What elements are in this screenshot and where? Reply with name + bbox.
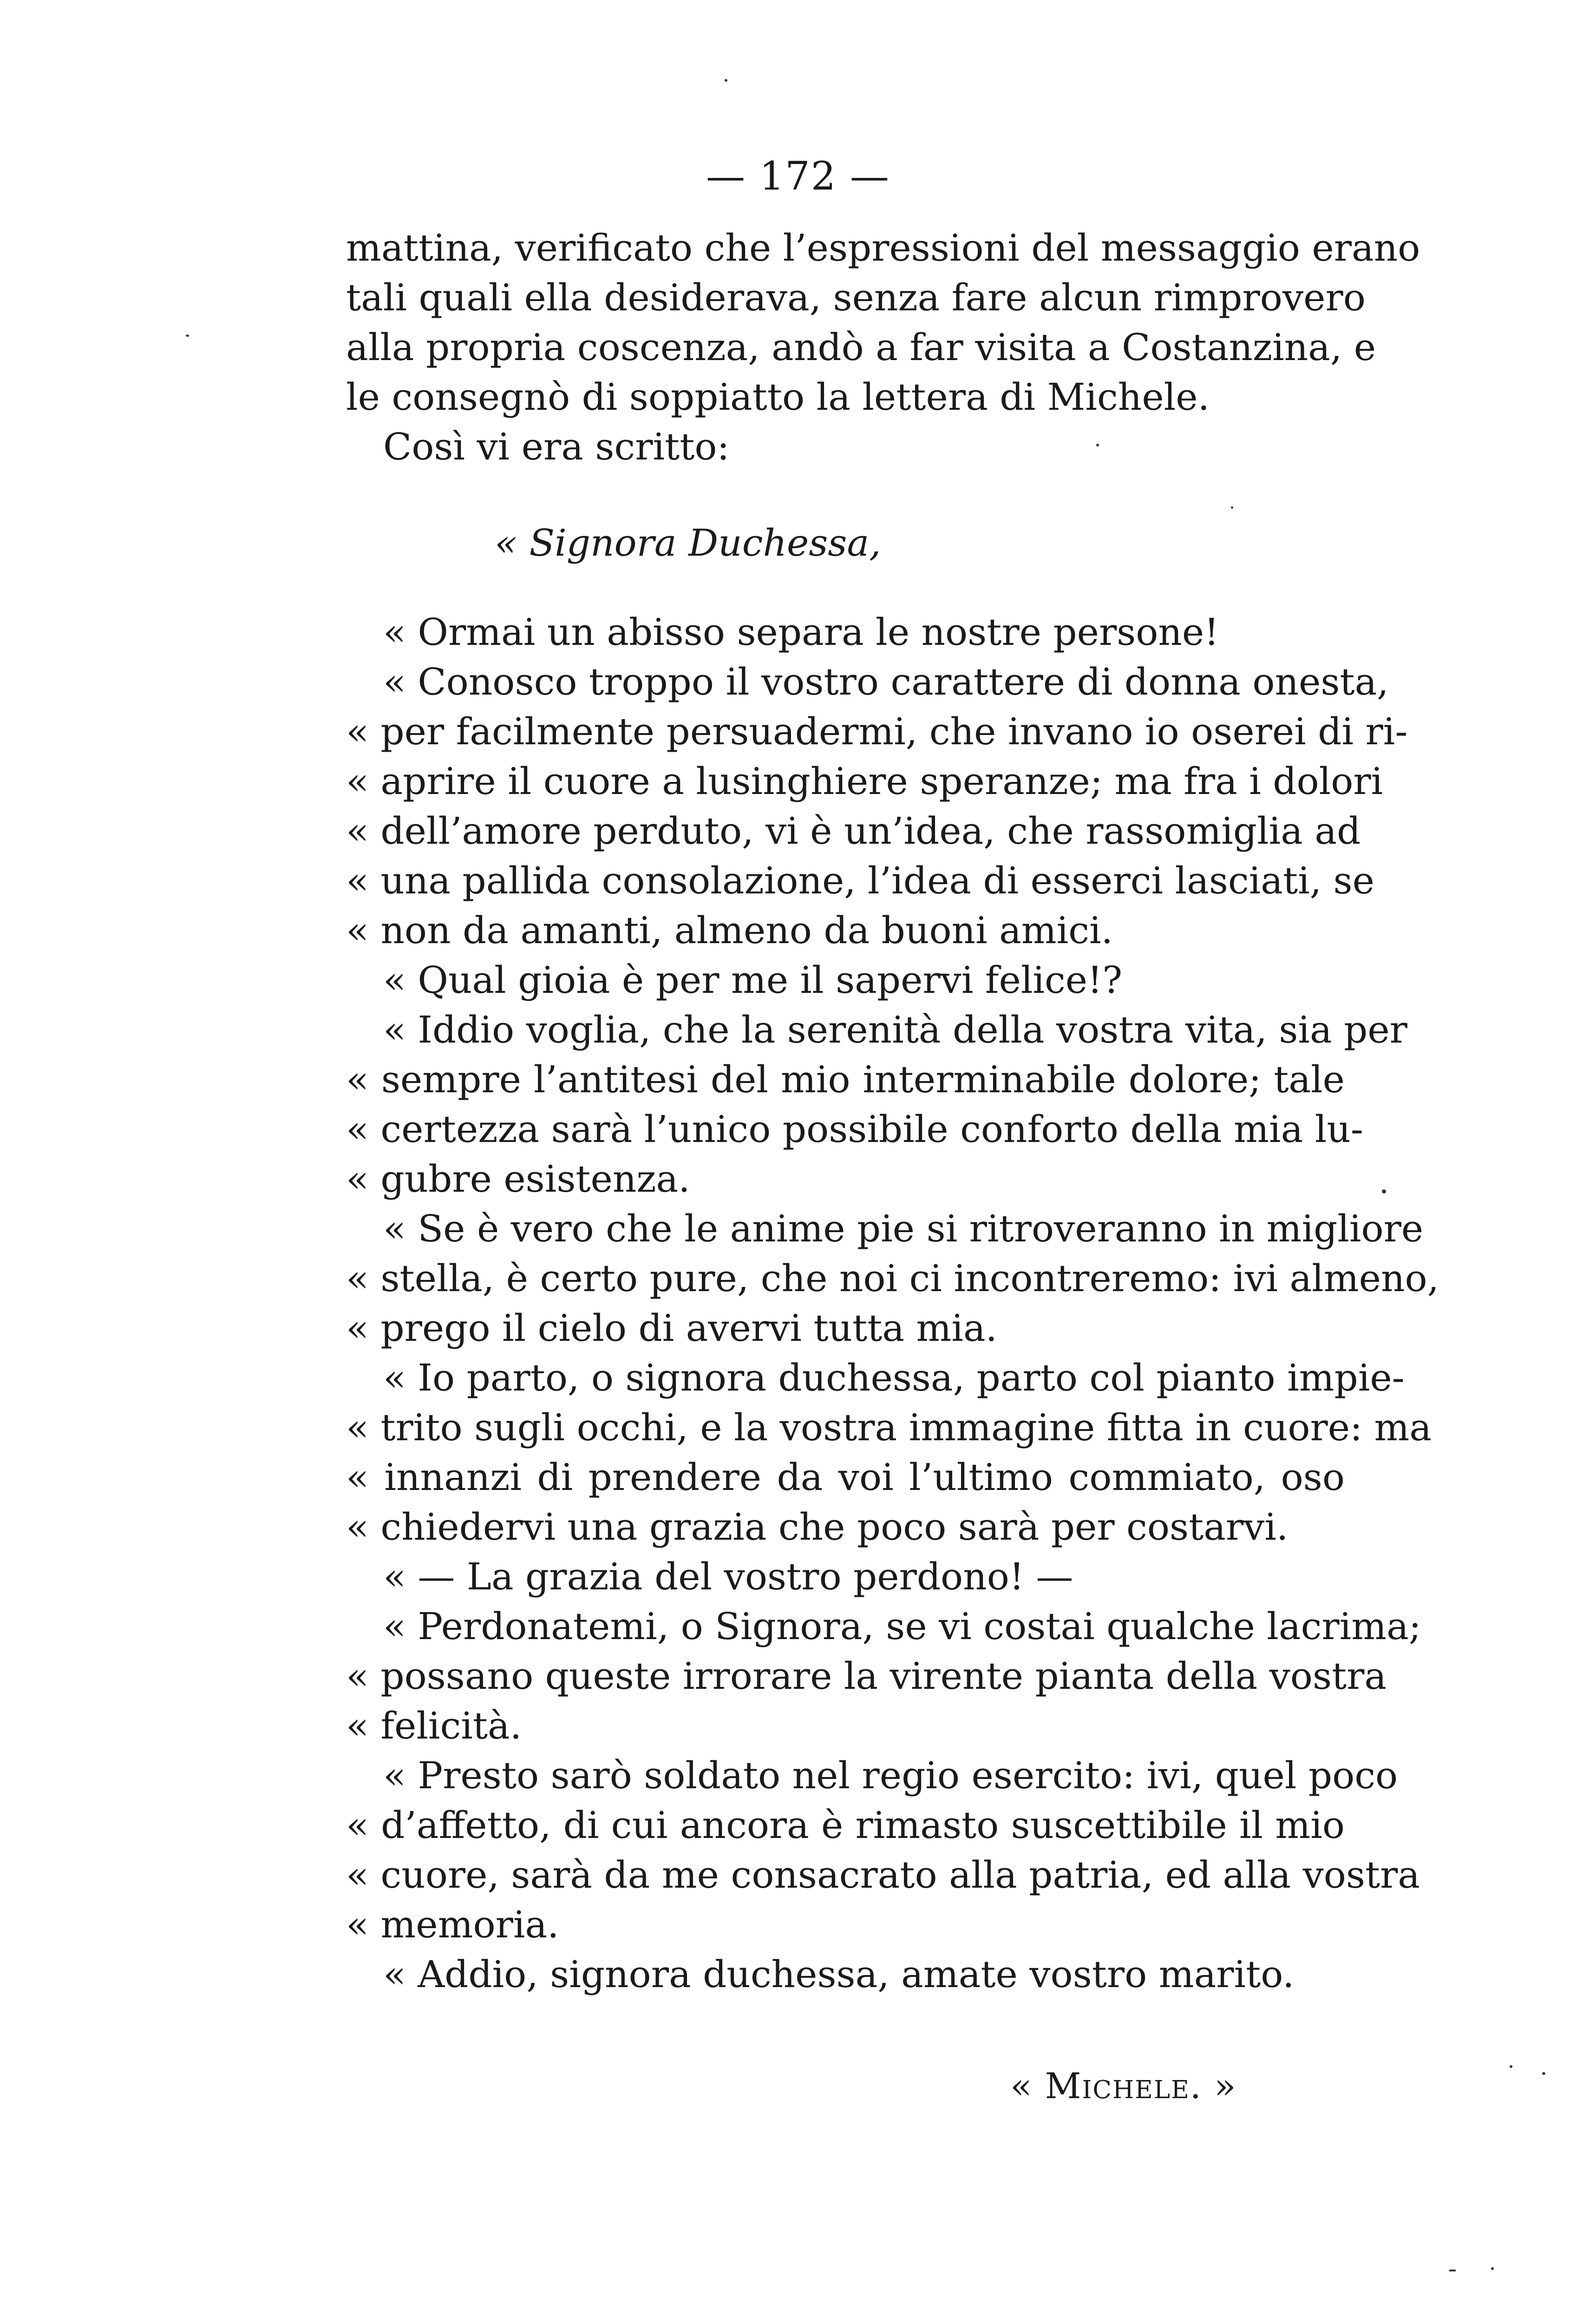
intro-paragraph bbox=[346, 223, 1420, 472]
scan-speck bbox=[1382, 1189, 1386, 1194]
intro-line: le consegnò di soppiatto la lettera di Michele. bbox=[346, 375, 1210, 419]
letter-signature: « Michele. » bbox=[1010, 2065, 1237, 2106]
letter-line: « cuore, sarà da me consacrato alla patria, ed alla vostra bbox=[346, 1853, 1420, 1896]
letter-line: « per facilmente persuadermi, che invano io oserei di ri- bbox=[346, 710, 1408, 753]
letter-line: « non da amanti, almeno da buoni amici. bbox=[346, 909, 1113, 952]
letter-salutation: « Signora Duchessa, bbox=[495, 521, 881, 564]
letter-line: « Io parto, o signora duchessa, parto col pianto impie- bbox=[383, 1356, 1405, 1399]
letter-line: « memoria. bbox=[346, 1903, 559, 1946]
letter-line: « innanzi di prendere da voi l’ultimo commiato, oso bbox=[346, 1456, 1345, 1499]
letter-line: « possano queste irrorare la virente pianta della vostra bbox=[346, 1654, 1387, 1698]
scan-speck bbox=[1449, 2270, 1456, 2271]
letter-line: « Perdonatemi, o Signora, se vi costai qualche lacrima; bbox=[383, 1605, 1421, 1648]
intro-line: tali quali ella desiderava, senza fare alcun rimprovero bbox=[346, 276, 1366, 319]
letter-line: « trito sugli occhi, e la vostra immagine fitta in cuore: ma bbox=[346, 1406, 1432, 1449]
letter-body bbox=[346, 607, 1439, 1999]
page-number: — 172 — bbox=[706, 153, 890, 199]
scan-speck bbox=[1096, 444, 1099, 446]
letter-line: « aprire il cuore a lusinghiere speranze; ma fra i dolori bbox=[346, 760, 1383, 803]
letter-line: « d’affetto, di cui ancora è rimasto suscettibile il mio bbox=[346, 1804, 1345, 1847]
scan-speck bbox=[1231, 506, 1233, 509]
letter-line: « Ormai un abisso separa le nostre persone! bbox=[383, 610, 1219, 654]
letter-line: « dell’amore perduto, vi è un’idea, che rassomiglia ad bbox=[346, 809, 1361, 853]
letter-line: « una pallida consolazione, l’idea di esserci lasciati, se bbox=[346, 859, 1374, 902]
intro-line: alla propria coscenza, andò a far visita a Costanzina, e bbox=[346, 326, 1376, 369]
letter-line: « prego il cielo di avervi tutta mia. bbox=[346, 1306, 998, 1350]
letter-line: « Presto sarò soldato nel regio esercito: ivi, quel poco bbox=[383, 1754, 1398, 1797]
letter-line: « Addio, signora duchessa, amate vostro marito. bbox=[383, 1953, 1295, 1996]
letter-line: « Conosco troppo il vostro carattere di donna onesta, bbox=[383, 660, 1389, 703]
letter-line: « Iddio voglia, che la serenità della vostra vita, sia per bbox=[383, 1008, 1407, 1051]
letter-line: « stella, è certo pure, che noi ci incontreremo: ivi almeno, bbox=[346, 1257, 1439, 1300]
scan-speck bbox=[186, 335, 189, 337]
scan-speck bbox=[725, 79, 727, 82]
letter-line: « felicità. bbox=[346, 1704, 522, 1747]
scan-speck bbox=[1510, 2065, 1512, 2068]
letter-line: « — La grazia del vostro perdono! — bbox=[383, 1555, 1073, 1598]
letter-line: « chiedervi una grazia che poco sarà per costarvi. bbox=[346, 1505, 1289, 1549]
intro-line: Così vi era scritto: bbox=[383, 425, 730, 468]
scan-speck bbox=[1542, 2072, 1545, 2075]
intro-line: mattina, verificato che l’espressioni del messaggio erano bbox=[346, 226, 1420, 269]
letter-line: « certezza sarà l’unico possibile conforto della mia lu- bbox=[346, 1108, 1363, 1151]
text-block bbox=[346, 223, 1439, 1999]
letter-line: « sempre l’antitesi del mio interminabile dolore; tale bbox=[346, 1058, 1345, 1101]
letter-line: « Qual gioia è per me il sapervi felice!? bbox=[383, 958, 1123, 1002]
letter-line: « gubre esistenza. bbox=[346, 1157, 690, 1201]
letter-line: « Se è vero che le anime pie si ritroveranno in migliore bbox=[383, 1207, 1424, 1250]
scan-speck bbox=[1491, 2267, 1494, 2270]
